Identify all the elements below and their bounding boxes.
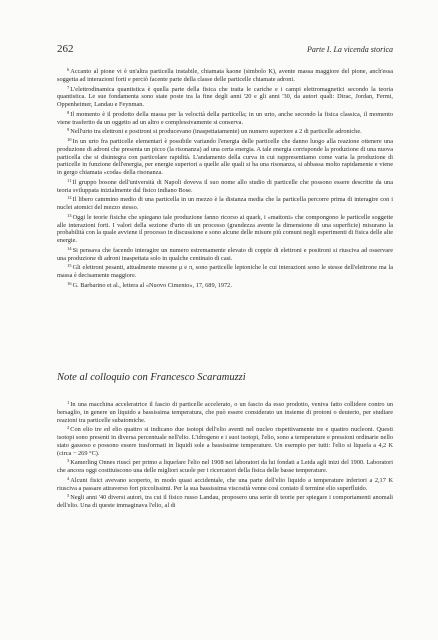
footnote-text: L'elettrodinamica quantistica è quella parte della fisica che tratta le cariche e i campi elettromagnetici secondo la teoria quantistica. Le sue fondamenta sono state poste tra la fine degli anni '20 e gli anni '30, da autori quali: Dirac, Jordan, Fermi, Oppenheimer, Landau e Feynman. (57, 85, 393, 108)
footnote-text: G. Barbarino et al., lettera al «Nuovo Cimento», 17, 689, 1972. (72, 281, 232, 289)
running-head: Parte I. La vicenda storica (307, 45, 393, 54)
footnote-text: Nell'urto tra elettroni e positroni si producevano (inaspettatamente) un numero superiore a 2 di particelle adroniche. (70, 128, 362, 136)
footnote-text: Accanto al pione vi è un'altra particella instabile, chiamata kaone (simbolo K), avente massa maggiore del pione, anch'essa soggetta ad interazioni forti e perciò facente parte della classe delle particelle chiamate adroni. (57, 68, 393, 83)
footnote-text: In un urto fra particelle elementari è possibile variando l'energia delle particelle che danno luogo alla reazione ottenere una produzione di adroni che presenta un picco (la risonanza) ad una certa energia. A tale energia corrisponde la produzione di una nuova particella che si disintegra con particolare rapidità. L'andamento della curva in cui rappresentiamo come varia la produzione di particelle in funzione dell'energia, per energie superiori a quelle alle quali si ha una risonanza, si abbassa molto rapidamente e viene in gergo chiamata «coda» della risonanza. (57, 138, 393, 176)
footnote (57, 66, 393, 84)
footnote (57, 136, 393, 177)
footnote-text: Il momento è il prodotto della massa per la velocità della particella; in un urto, anche secondo la fisica classica, il momento viene trasferito da un oggetto ad un altro e complessivamente si conserva. (57, 110, 393, 126)
footnote (57, 126, 393, 136)
section-title: Note al colloquio con Francesco Scaramuzzi (57, 372, 246, 383)
footnote-text: Gli elettroni pesanti, attualmente mesone μ e π, sono particelle leptoniche le cui interazioni sono le stesse dell'elettrone ma la massa è decisamente maggiore. (57, 264, 393, 279)
page-header (57, 43, 393, 57)
footnote-number: 15 (67, 263, 72, 269)
footnote-text: Oggi le teorie fisiche che spiegano tale produzione fanno ricorso ai quark, i «mattoni» che compongono le particelle soggette alle interazioni forti. I valori della sezione d'urto di un processo (grandezza avente la dimensione di una superficie) misurano la probabilità con la quale avviene il processo in discussione e sono alcune delle misure più comuni negli esperimenti di fisica delle alte energie. (57, 213, 393, 244)
footnote-number: 11 (67, 177, 72, 183)
footnote-text: In una macchina acceleratrice il fascio di particelle accelerato, o un fascio da esso prodotto, veniva fatto collidere contro un bersaglio, in genere un liquido a bassissima temperatura, che può essere considerato un insieme di protoni o deuterio, per studiare reazioni tra particelle subatomiche. (57, 401, 393, 424)
footnote (57, 457, 393, 475)
footnote-number: 10 (67, 137, 72, 142)
footnote-text: Negli anni '40 diversi autori, tra cui il fisico russo Landau, proposero una serie di teorie per spiegare i comportamenti anomali dell'elio. Una di queste immaginava l'elio, al di (57, 494, 393, 509)
footnote (57, 245, 393, 263)
footnote (57, 109, 393, 127)
footnote-number: 7 (67, 84, 70, 90)
footnote-text: Alcuni fisici avevano scoperto, in modo quasi accidentale, che una parte dell'elio liquido a temperature inferiori a 2,17 K riusciva a passare attraverso fori piccolissimi. Per la sua bassissima viscosità venne così coniato il termine elio superfluido. (57, 476, 393, 492)
footnote-number: 13 (67, 212, 72, 218)
footnote (57, 399, 393, 424)
footnote-text: Kamerling Onnes riuscì per primo a liquefare l'elio nel 1908 nei laboratori da lui fondati a Leida agli inizi del 1900. Laboratori che ancora oggi costituiscono una delle migliori scuole per i ricercatori della fisica delle basse temperature. (57, 459, 393, 474)
footnote-text: Si pensava che facendo interagire un numero estremamente elevato di coppie di elettroni e positroni si riusciva ad osservare una produzione di adroni inaspettata solo in qualche centinaio di casi. (57, 246, 393, 262)
footnote-text: Il gruppo bosone dell'università di Napoli doveva il suo nome allo studio di particelle che possono essere descritte da una teoria sviluppata inizialmente dal fisico indiano Bose. (57, 178, 393, 194)
footnote (57, 194, 393, 212)
footnote-number: 2 (67, 425, 70, 431)
footnote-number: 1 (67, 400, 70, 405)
footnote-number: 12 (67, 195, 72, 201)
footnote (57, 177, 393, 195)
footnote-number: 4 (67, 475, 70, 481)
footnote (57, 262, 393, 280)
footnote-number: 9 (67, 127, 70, 133)
footnote (57, 475, 393, 493)
footnote (57, 424, 393, 457)
endnotes-list (57, 66, 393, 290)
footnote-number: 14 (67, 245, 72, 251)
page-number: 262 (57, 43, 74, 55)
footnote (57, 492, 393, 510)
footnote-number: 6 (67, 67, 70, 72)
footnote-text: Con elio tre ed elio quattro si indicano due isotopi dell'elio aventi nel nucleo rispettivamente tre e quattro nucleoni. Questi isotopi sono presenti in diversa percentuale nell'elio. L'idrogeno e i suoi isotopi, l'elio, sono a temperature e pressioni ordinarie nello stato gassoso e possono essere trasformati in liquidi sole a bassissime temperature. Un esempio per tutti: l'elio si liquefa a 4,2 K (circa − 269 °C). (57, 426, 393, 457)
footnote (57, 84, 393, 109)
footnote-text: Il libero cammino medio di una particella in un mezzo è la distanza media che la particella percorre prima di interagire con i nuclei atomici del mezzo stesso. (57, 196, 393, 211)
footnote-number: 8 (67, 109, 70, 115)
footnote (57, 212, 393, 245)
footnote-number: 16 (67, 280, 72, 286)
footnote-number: 5 (67, 493, 70, 499)
footnote-number: 3 (67, 458, 70, 464)
interview-notes-list (57, 399, 393, 510)
footnote (57, 280, 393, 290)
